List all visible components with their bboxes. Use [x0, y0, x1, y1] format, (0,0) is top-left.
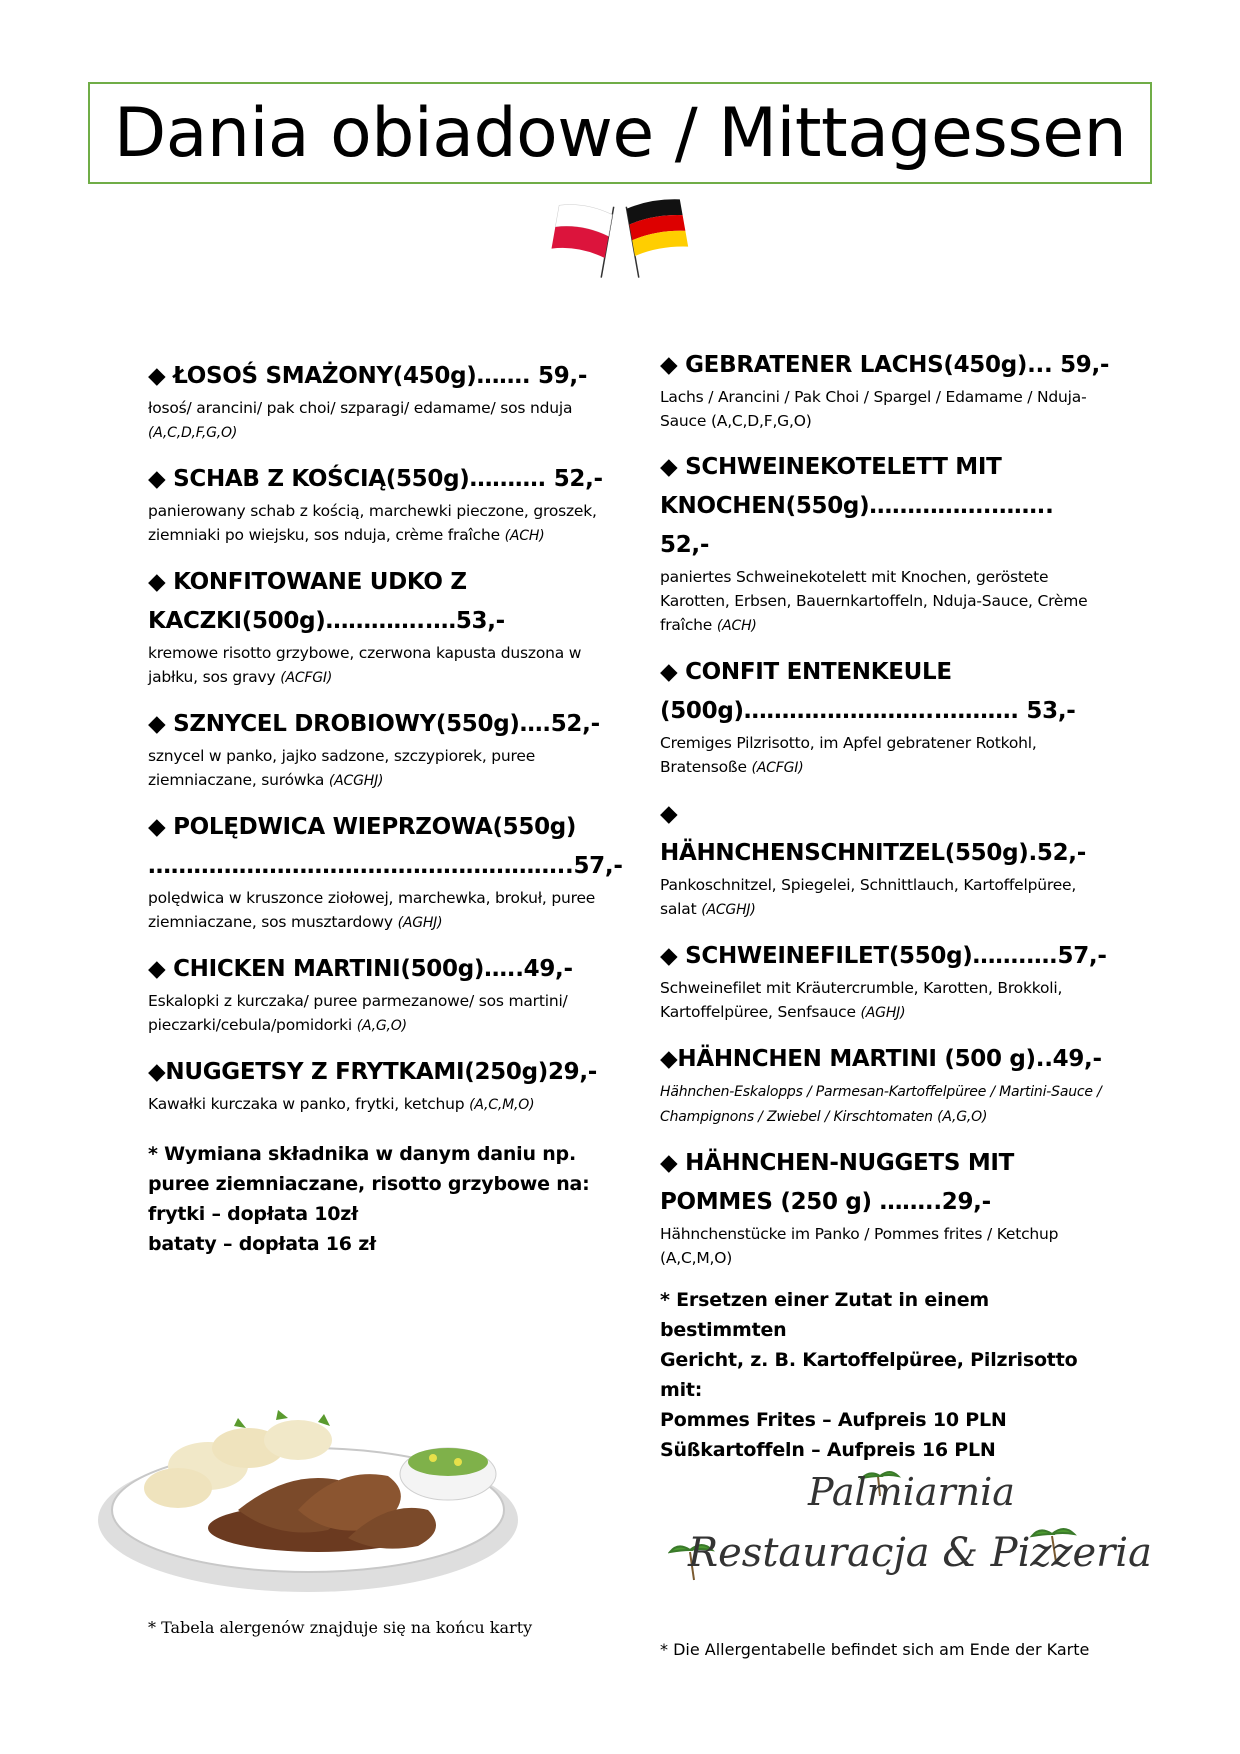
menu-item-ingredients: Schweinefilet mit Kräutercrumble, Karotten, Brokkoli, Kartoffelpüree, Senfsauce: [660, 979, 1063, 1021]
menu-item-description: [148, 396, 608, 445]
menu-item-name: ◆ SCHWEINEFILET(550g)…….….57,-: [660, 943, 1107, 969]
menu-item: [660, 937, 1110, 1025]
menu-item-ingredients: Kawałki kurczaka w panko, frytki, ketchup: [148, 1095, 465, 1113]
menu-item: [148, 950, 608, 1038]
substitution-note-line: * Ersetzen einer Zutat in einem bestimmten: [660, 1289, 990, 1341]
menu-item-name: ◆ ŁOSOŚ SMAŻONY(450g)……. 59,-: [148, 363, 588, 389]
menu-item-description: [660, 976, 1110, 1025]
menu-item-ingredients: paniertes Schweinekotelett mit Knochen, geröstete Karotten, Erbsen, Bauernkartoffeln, Nduja-Sauce, Crème fraîche: [660, 568, 1088, 634]
menu-item-description: [148, 499, 608, 548]
menu-item-allergens: (AGHJ): [860, 1005, 906, 1021]
logo-name: Palmiarnia: [808, 1470, 1015, 1514]
menu-item-description: [660, 1079, 1110, 1129]
menu-item-ingredients: Lachs / Arancini / Pak Choi / Spargel / Edamame / Nduja-Sauce (A,C,D,F,G,O): [660, 388, 1087, 430]
menu-item-ingredients: panierowany schab z kością, marchewki pieczone, groszek, ziemniaki po wiejsku, sos nduja, crème fraîche: [148, 502, 597, 544]
menu-item: [660, 653, 1110, 780]
menu-item: [660, 448, 1110, 638]
substitution-note: [660, 1285, 1110, 1465]
menu-item-ingredients: polędwica w kruszonce ziołowej, marchewka, brokuł, puree ziemniaczane, sos musztardowy: [148, 889, 596, 931]
menu-column-polish: [148, 357, 623, 1259]
menu-item-allergens: (ACGHJ): [701, 902, 756, 918]
substitution-note-line: * Wymiana składnika w danym daniu np.: [148, 1143, 576, 1165]
menu-item-allergens: (A,G,O): [356, 1018, 407, 1034]
menu-item: [660, 795, 1110, 922]
substitution-note: [148, 1139, 608, 1259]
menu-item-ingredients: kremowe risotto grzybowe, czerwona kapusta duszona w jabłku, sos gravy: [148, 644, 582, 686]
substitution-note-line: Süßkartoffeln – Aufpreis 16 PLN: [660, 1439, 996, 1461]
menu-item-description: [148, 641, 608, 690]
menu-item-description: [148, 744, 608, 793]
title-box: [88, 82, 1152, 184]
menu-item-allergens: (ACFGI): [280, 670, 333, 686]
menu-item: [660, 1144, 1110, 1270]
substitution-note-line: Gericht, z. B. Kartoffelpüree, Pilzrisotto mit:: [660, 1349, 1078, 1401]
menu-item-description: [660, 731, 1110, 780]
menu-item-description: [660, 385, 1110, 433]
dish-illustration: [88, 1370, 528, 1610]
menu-item-ingredients: sznycel w panko, jajko sadzone, szczypiorek, puree ziemniaczane, surówka: [148, 747, 536, 789]
substitution-note-line: Pommes Frites – Aufpreis 10 PLN: [660, 1409, 1007, 1431]
menu-item-name: ◆ SCHWEINEKOTELETT MIT KNOCHEN(550g)…………….…….. 52,-: [660, 454, 1054, 558]
menu-item-name: ◆ SZNYCEL DROBIOWY(550g)….52,-: [148, 711, 600, 737]
menu-item-allergens: (ACGHJ): [328, 773, 384, 789]
menu-item: [148, 563, 608, 690]
substitution-note-line: puree ziemniaczane, risotto grzybowe na:: [148, 1173, 590, 1195]
menu-item-allergens: (A,C,D,F,G,O): [148, 425, 238, 441]
menu-item: [148, 705, 608, 793]
menu-column-german: [660, 346, 1110, 1465]
menu-item: [148, 1053, 608, 1117]
menu-item-name: ◆ KONFITOWANE UDKO Z KACZKI(500g)…………..…53,-: [148, 569, 505, 634]
menu-item-name: ◆ HÄHNCHEN-NUGGETS MIT POMMES (250 g) ……..29,-: [660, 1150, 1015, 1215]
menu-item-ingredients: Hähnchen-Eskalopps / Parmesan-Kartoffelpüree / Martini-Sauce / Champignons / Zwiebel / Kirschtomaten (A,G,O): [660, 1084, 1102, 1125]
menu-item-ingredients: Pankoschnitzel, Spiegelei, Schnittlauch, Kartoffelpüree, salat: [660, 876, 1077, 918]
menu-item-allergens: (ACH): [504, 528, 545, 544]
allergen-footnote-german: * Die Allergentabelle befindet sich am Ende der Karte: [660, 1640, 1090, 1659]
menu-item-description: [660, 565, 1110, 638]
menu-item: [148, 460, 608, 548]
menu-item: [660, 346, 1110, 433]
menu-item-description: [660, 873, 1110, 922]
menu-item-description: [660, 1222, 1110, 1270]
substitution-note-line: frytki – dopłata 10zł: [148, 1203, 358, 1225]
allergen-footnote-polish: * Tabela alergenów znajduje się na końcu karty: [148, 1618, 533, 1637]
menu-item-name: ◆ GEBRATENER LACHS(450g)... 59,-: [660, 352, 1110, 378]
menu-item-ingredients: Eskalopki z kurczaka/ puree parmezanowe/ sos martini/ pieczarki/cebula/pomidorki: [148, 992, 568, 1034]
menu-item-ingredients: Cremiges Pilzrisotto, im Apfel gebratener Rotkohl, Bratensoße: [660, 734, 1037, 776]
crossed-flags-icon: [540, 198, 700, 278]
menu-item-description: [148, 886, 608, 935]
menu-item-description: [148, 989, 608, 1038]
menu-item-allergens: (ACFGI): [751, 760, 804, 776]
menu-item: [660, 1040, 1110, 1129]
restaurant-logo: [668, 1462, 1152, 1602]
menu-item-name: ◆ POLĘDWICA WIEPRZOWA(550g) ………………………………………………..57,-: [148, 814, 623, 879]
menu-item-ingredients: łosoś/ arancini/ pak choi/ szparagi/ edamame/ sos nduja: [148, 399, 573, 417]
menu-item-allergens: (AGHJ): [397, 915, 443, 931]
page-title: Dania obiadowe / Mittagessen: [113, 93, 1127, 173]
menu-item: [148, 808, 623, 935]
menu-item-ingredients: Hähnchenstücke im Panko / Pommes frites / Ketchup (A,C,M,O): [660, 1225, 1059, 1267]
menu-item-name: ◆ CHICKEN MARTINI(500g)…..49,-: [148, 956, 573, 982]
substitution-note-line: bataty – dopłata 16 zł: [148, 1233, 376, 1255]
menu-item-allergens: (ACH): [716, 618, 757, 634]
logo-subtitle: Restauracja & Pizzeria: [688, 1530, 1152, 1576]
menu-item-name: ◆HÄHNCHEN MARTINI (500 g)..49,-: [660, 1046, 1102, 1072]
menu-item: [148, 357, 608, 445]
menu-item-name: ◆ CONFIT ENTENKEULE (500g)……………………..………. 53,-: [660, 659, 1076, 724]
menu-item-name: ◆ HÄHNCHENSCHNITZEL(550g).52,-: [660, 801, 1086, 866]
menu-item-description: [148, 1092, 608, 1117]
menu-item-name: ◆ SCHAB Z KOŚCIĄ(550g)………. 52,-: [148, 466, 603, 492]
menu-item-allergens: (A,C,M,O): [469, 1097, 535, 1113]
menu-item-name: ◆NUGGETSY Z FRYTKAMI(250g)29,-: [148, 1059, 598, 1085]
